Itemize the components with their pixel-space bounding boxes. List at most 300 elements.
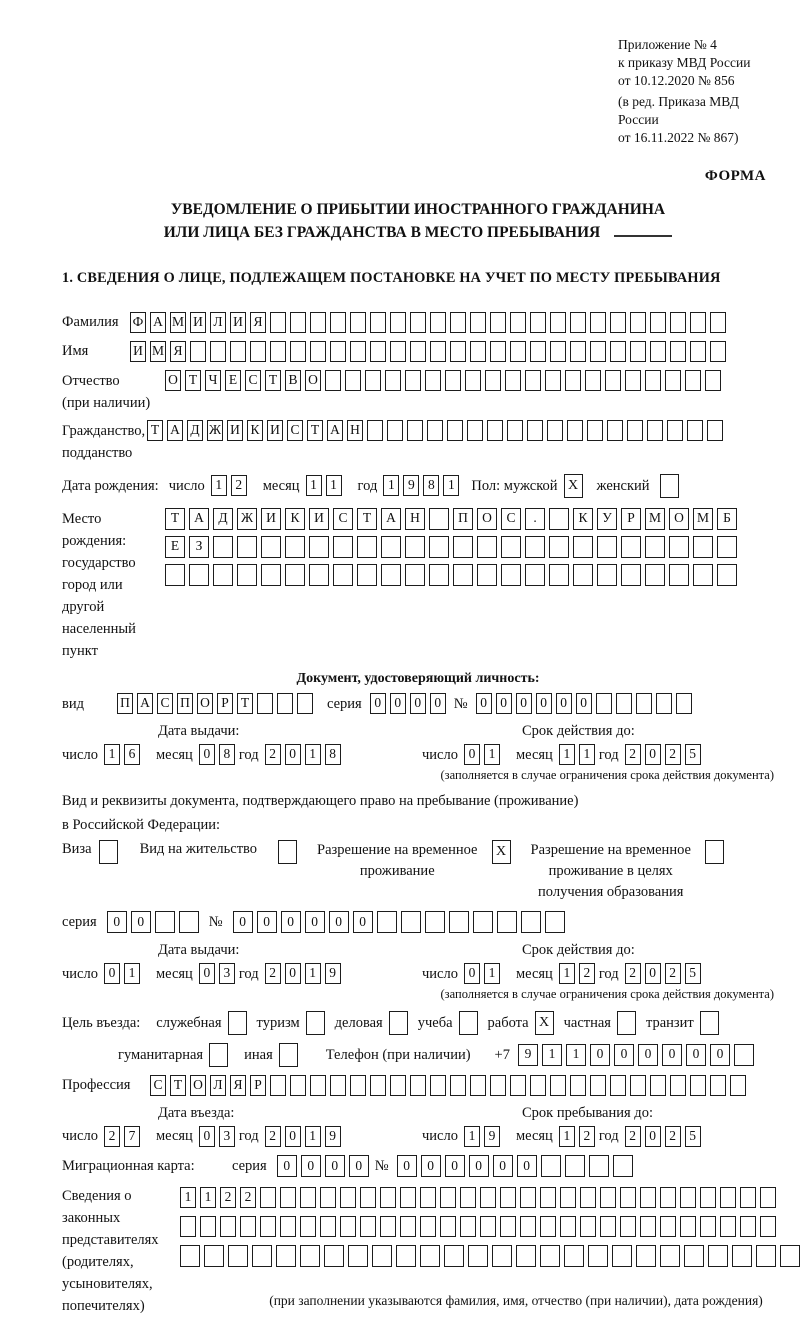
form-cell[interactable]: 1: [579, 744, 595, 765]
form-cell[interactable]: 0: [469, 1155, 489, 1177]
checkbox-male[interactable]: X: [564, 474, 583, 498]
form-cell[interactable]: [597, 536, 617, 558]
form-cell[interactable]: 1: [559, 963, 575, 984]
form-cell[interactable]: С: [150, 1075, 166, 1096]
form-cell[interactable]: [500, 1187, 516, 1208]
given-name-cells[interactable]: [130, 341, 730, 362]
form-cell[interactable]: [656, 693, 672, 714]
form-cell[interactable]: 0: [285, 744, 301, 765]
form-cell[interactable]: [510, 1075, 526, 1096]
form-cell[interactable]: 2: [579, 963, 595, 984]
checkbox-temporary-residence-permit[interactable]: X: [492, 840, 511, 864]
form-cell[interactable]: С: [333, 508, 353, 530]
form-cell[interactable]: С: [157, 693, 173, 714]
form-cell[interactable]: [630, 312, 646, 333]
form-cell[interactable]: [310, 341, 326, 362]
form-cell[interactable]: 0: [131, 911, 151, 933]
form-cell[interactable]: О: [165, 370, 181, 391]
form-cell[interactable]: [590, 1075, 606, 1096]
form-cell[interactable]: [525, 370, 541, 391]
form-cell[interactable]: [490, 341, 506, 362]
form-cell[interactable]: [425, 911, 445, 933]
form-cell[interactable]: [385, 370, 401, 391]
form-cell[interactable]: [401, 911, 421, 933]
form-cell[interactable]: А: [137, 693, 153, 714]
form-cell[interactable]: М: [150, 341, 166, 362]
permit-valid-year-cells[interactable]: [625, 963, 705, 984]
form-cell[interactable]: [670, 312, 686, 333]
form-cell[interactable]: 0: [645, 744, 661, 765]
form-cell[interactable]: [684, 1245, 704, 1267]
form-cell[interactable]: [670, 1075, 686, 1096]
form-cell[interactable]: [600, 1187, 616, 1208]
form-cell[interactable]: 1: [124, 963, 140, 984]
form-cell[interactable]: Д: [187, 420, 203, 441]
entry-month-cells[interactable]: [199, 1126, 239, 1147]
form-cell[interactable]: [450, 312, 466, 333]
form-cell[interactable]: [497, 911, 517, 933]
form-cell[interactable]: [565, 370, 581, 391]
form-cell[interactable]: 2: [625, 1126, 641, 1147]
birth-place-cells-row3[interactable]: [165, 564, 741, 586]
doc-issue-year-cells[interactable]: [265, 744, 345, 765]
form-cell[interactable]: [179, 911, 199, 933]
form-cell[interactable]: 1: [211, 475, 227, 496]
citizenship-cells[interactable]: [147, 420, 727, 441]
form-cell[interactable]: 0: [285, 1126, 301, 1147]
form-cell[interactable]: [616, 693, 632, 714]
form-cell[interactable]: 0: [305, 911, 325, 933]
form-cell[interactable]: 0: [493, 1155, 513, 1177]
form-cell[interactable]: [734, 1044, 754, 1066]
doc-issue-day-cells[interactable]: [104, 744, 144, 765]
form-cell[interactable]: 0: [536, 693, 552, 714]
form-cell[interactable]: [430, 312, 446, 333]
form-cell[interactable]: [213, 564, 233, 586]
form-cell[interactable]: Е: [225, 370, 241, 391]
form-cell[interactable]: [490, 312, 506, 333]
form-cell[interactable]: [427, 420, 443, 441]
form-cell[interactable]: [485, 370, 501, 391]
form-cell[interactable]: [550, 341, 566, 362]
form-cell[interactable]: 0: [104, 963, 120, 984]
stay-year-cells[interactable]: [625, 1126, 705, 1147]
form-cell[interactable]: П: [117, 693, 133, 714]
form-cell[interactable]: [516, 1245, 536, 1267]
permit-number-cells[interactable]: [233, 911, 569, 933]
form-cell[interactable]: 0: [710, 1044, 730, 1066]
legal-reps-cells-row3[interactable]: [180, 1245, 800, 1267]
form-cell[interactable]: А: [167, 420, 183, 441]
form-cell[interactable]: 0: [464, 963, 480, 984]
migration-series-cells[interactable]: [277, 1155, 373, 1177]
form-cell[interactable]: [625, 370, 641, 391]
form-cell[interactable]: [280, 1187, 296, 1208]
form-cell[interactable]: [350, 312, 366, 333]
form-cell[interactable]: 0: [576, 693, 592, 714]
form-cell[interactable]: [525, 564, 545, 586]
form-cell[interactable]: М: [645, 508, 665, 530]
profession-cells[interactable]: [150, 1075, 750, 1096]
form-cell[interactable]: О: [305, 370, 321, 391]
form-cell[interactable]: [300, 1245, 320, 1267]
form-cell[interactable]: 0: [353, 911, 373, 933]
form-cell[interactable]: [252, 1245, 272, 1267]
form-cell[interactable]: [324, 1245, 344, 1267]
form-cell[interactable]: 1: [305, 744, 321, 765]
form-cell[interactable]: [429, 508, 449, 530]
form-cell[interactable]: [540, 1216, 556, 1237]
form-cell[interactable]: [367, 420, 383, 441]
form-cell[interactable]: [290, 341, 306, 362]
stay-month-cells[interactable]: [559, 1126, 599, 1147]
checkbox-female[interactable]: [660, 474, 679, 498]
form-cell[interactable]: [580, 1187, 596, 1208]
form-cell[interactable]: [710, 1075, 726, 1096]
form-cell[interactable]: [390, 312, 406, 333]
form-cell[interactable]: 0: [349, 1155, 369, 1177]
form-cell[interactable]: 0: [445, 1155, 465, 1177]
form-cell[interactable]: [630, 1075, 646, 1096]
form-cell[interactable]: [240, 1216, 256, 1237]
form-cell[interactable]: [669, 564, 689, 586]
form-cell[interactable]: [155, 911, 175, 933]
form-cell[interactable]: [545, 370, 561, 391]
checkbox-purpose-business[interactable]: [389, 1011, 408, 1035]
form-cell[interactable]: [449, 911, 469, 933]
form-cell[interactable]: Л: [210, 312, 226, 333]
form-cell[interactable]: [669, 536, 689, 558]
form-cell[interactable]: 0: [277, 1155, 297, 1177]
form-cell[interactable]: 0: [662, 1044, 682, 1066]
doc-valid-day-cells[interactable]: [464, 744, 504, 765]
form-cell[interactable]: О: [669, 508, 689, 530]
form-cell[interactable]: [390, 1075, 406, 1096]
form-cell[interactable]: [350, 1075, 366, 1096]
form-cell[interactable]: [360, 1216, 376, 1237]
form-cell[interactable]: 9: [403, 475, 419, 496]
form-cell[interactable]: [549, 536, 569, 558]
form-cell[interactable]: [450, 1075, 466, 1096]
form-cell[interactable]: [261, 536, 281, 558]
form-cell[interactable]: [260, 1216, 276, 1237]
form-cell[interactable]: [280, 1216, 296, 1237]
form-cell[interactable]: 6: [124, 744, 140, 765]
form-cell[interactable]: [165, 564, 185, 586]
form-cell[interactable]: [490, 1075, 506, 1096]
form-cell[interactable]: 1: [484, 744, 500, 765]
form-cell[interactable]: 0: [516, 693, 532, 714]
form-cell[interactable]: [589, 1155, 609, 1177]
form-cell[interactable]: 9: [325, 963, 341, 984]
form-cell[interactable]: [300, 1187, 316, 1208]
form-cell[interactable]: [700, 1216, 716, 1237]
permit-valid-month-cells[interactable]: [559, 963, 599, 984]
form-cell[interactable]: [277, 693, 293, 714]
checkbox-purpose-study[interactable]: [459, 1011, 478, 1035]
form-cell[interactable]: [487, 420, 503, 441]
form-cell[interactable]: [670, 341, 686, 362]
form-cell[interactable]: [717, 536, 737, 558]
form-cell[interactable]: [237, 536, 257, 558]
form-cell[interactable]: 0: [686, 1044, 706, 1066]
form-cell[interactable]: Н: [405, 508, 425, 530]
form-cell[interactable]: [460, 1216, 476, 1237]
form-cell[interactable]: 1: [443, 475, 459, 496]
form-cell[interactable]: 1: [464, 1126, 480, 1147]
form-cell[interactable]: [636, 1245, 656, 1267]
form-cell[interactable]: [345, 370, 361, 391]
form-cell[interactable]: [640, 1187, 656, 1208]
form-cell[interactable]: Р: [250, 1075, 266, 1096]
form-cell[interactable]: [645, 564, 665, 586]
form-cell[interactable]: [420, 1245, 440, 1267]
form-cell[interactable]: [381, 536, 401, 558]
form-cell[interactable]: 0: [430, 693, 446, 714]
form-cell[interactable]: [357, 564, 377, 586]
form-cell[interactable]: [381, 564, 401, 586]
form-cell[interactable]: И: [309, 508, 329, 530]
form-cell[interactable]: 8: [325, 744, 341, 765]
form-cell[interactable]: [445, 370, 461, 391]
form-cell[interactable]: [310, 312, 326, 333]
form-cell[interactable]: [700, 1187, 716, 1208]
form-cell[interactable]: И: [230, 312, 246, 333]
form-cell[interactable]: [453, 536, 473, 558]
form-cell[interactable]: 1: [542, 1044, 562, 1066]
form-cell[interactable]: [710, 312, 726, 333]
form-cell[interactable]: 0: [233, 911, 253, 933]
form-cell[interactable]: 0: [199, 963, 215, 984]
form-cell[interactable]: [467, 420, 483, 441]
doc-kind-cells[interactable]: [117, 693, 317, 714]
form-cell[interactable]: [468, 1245, 488, 1267]
birth-place-cells-row2[interactable]: [165, 536, 741, 558]
form-cell[interactable]: [309, 536, 329, 558]
checkbox-purpose-other[interactable]: [279, 1043, 298, 1067]
form-cell[interactable]: 0: [301, 1155, 321, 1177]
form-cell[interactable]: [540, 1187, 556, 1208]
form-cell[interactable]: [257, 693, 273, 714]
form-cell[interactable]: [596, 693, 612, 714]
form-cell[interactable]: [585, 370, 601, 391]
form-cell[interactable]: [213, 536, 233, 558]
form-cell[interactable]: 1: [305, 963, 321, 984]
form-cell[interactable]: [370, 1075, 386, 1096]
form-cell[interactable]: [405, 370, 421, 391]
form-cell[interactable]: [270, 1075, 286, 1096]
form-cell[interactable]: [573, 564, 593, 586]
form-cell[interactable]: 1: [383, 475, 399, 496]
form-cell[interactable]: 2: [220, 1187, 236, 1208]
form-cell[interactable]: [285, 536, 305, 558]
form-cell[interactable]: 2: [265, 963, 281, 984]
form-cell[interactable]: 0: [285, 963, 301, 984]
form-cell[interactable]: [290, 1075, 306, 1096]
form-cell[interactable]: И: [130, 341, 146, 362]
form-cell[interactable]: [570, 341, 586, 362]
form-cell[interactable]: [732, 1245, 752, 1267]
form-cell[interactable]: [549, 508, 569, 530]
form-cell[interactable]: [300, 1216, 316, 1237]
form-cell[interactable]: [545, 911, 565, 933]
form-cell[interactable]: 2: [265, 1126, 281, 1147]
form-cell[interactable]: [530, 312, 546, 333]
form-cell[interactable]: [597, 564, 617, 586]
form-cell[interactable]: [621, 536, 641, 558]
form-cell[interactable]: [560, 1216, 576, 1237]
form-cell[interactable]: [527, 420, 543, 441]
form-cell[interactable]: [636, 693, 652, 714]
form-cell[interactable]: О: [190, 1075, 206, 1096]
form-cell[interactable]: [621, 564, 641, 586]
form-cell[interactable]: [405, 564, 425, 586]
form-cell[interactable]: [660, 1245, 680, 1267]
form-cell[interactable]: [590, 341, 606, 362]
form-cell[interactable]: [465, 370, 481, 391]
form-cell[interactable]: [560, 1187, 576, 1208]
form-cell[interactable]: [605, 370, 621, 391]
form-cell[interactable]: [627, 420, 643, 441]
form-cell[interactable]: [400, 1216, 416, 1237]
form-cell[interactable]: [447, 420, 463, 441]
form-cell[interactable]: Т: [265, 370, 281, 391]
form-cell[interactable]: [708, 1245, 728, 1267]
surname-cells[interactable]: [130, 312, 730, 333]
form-cell[interactable]: [610, 312, 626, 333]
form-cell[interactable]: 8: [423, 475, 439, 496]
form-cell[interactable]: [400, 1187, 416, 1208]
form-cell[interactable]: 2: [625, 963, 641, 984]
form-cell[interactable]: Т: [170, 1075, 186, 1096]
form-cell[interactable]: 0: [390, 693, 406, 714]
form-cell[interactable]: [525, 536, 545, 558]
form-cell[interactable]: 9: [325, 1126, 341, 1147]
form-cell[interactable]: [460, 1187, 476, 1208]
form-cell[interactable]: 5: [685, 744, 701, 765]
form-cell[interactable]: [564, 1245, 584, 1267]
form-cell[interactable]: [507, 420, 523, 441]
phone-cells[interactable]: [518, 1044, 758, 1066]
form-cell[interactable]: 0: [556, 693, 572, 714]
form-cell[interactable]: [425, 370, 441, 391]
form-cell[interactable]: 1: [306, 475, 322, 496]
form-cell[interactable]: [520, 1187, 536, 1208]
form-cell[interactable]: [620, 1216, 636, 1237]
form-cell[interactable]: [410, 1075, 426, 1096]
stay-day-cells[interactable]: [464, 1126, 504, 1147]
form-cell[interactable]: [650, 341, 666, 362]
form-cell[interactable]: [429, 564, 449, 586]
permit-issue-day-cells[interactable]: [104, 963, 144, 984]
form-cell[interactable]: [567, 420, 583, 441]
form-cell[interactable]: [297, 693, 313, 714]
form-cell[interactable]: 3: [219, 963, 235, 984]
form-cell[interactable]: [500, 1216, 516, 1237]
form-cell[interactable]: [665, 370, 681, 391]
form-cell[interactable]: Т: [185, 370, 201, 391]
form-cell[interactable]: С: [245, 370, 261, 391]
checkbox-purpose-work[interactable]: X: [535, 1011, 554, 1035]
form-cell[interactable]: [660, 1216, 676, 1237]
form-cell[interactable]: [377, 911, 397, 933]
form-cell[interactable]: [640, 1216, 656, 1237]
form-cell[interactable]: Р: [217, 693, 233, 714]
form-cell[interactable]: 8: [219, 744, 235, 765]
permit-valid-day-cells[interactable]: [464, 963, 504, 984]
form-cell[interactable]: Н: [347, 420, 363, 441]
form-cell[interactable]: [380, 1216, 396, 1237]
form-cell[interactable]: [720, 1216, 736, 1237]
form-cell[interactable]: 2: [579, 1126, 595, 1147]
doc-valid-year-cells[interactable]: [625, 744, 705, 765]
form-cell[interactable]: 0: [638, 1044, 658, 1066]
form-cell[interactable]: [613, 1155, 633, 1177]
form-cell[interactable]: [550, 1075, 566, 1096]
form-cell[interactable]: [690, 341, 706, 362]
form-cell[interactable]: [204, 1245, 224, 1267]
form-cell[interactable]: [340, 1216, 356, 1237]
form-cell[interactable]: [350, 341, 366, 362]
checkbox-residence-permit[interactable]: [278, 840, 297, 864]
patronymic-cells[interactable]: [165, 370, 725, 391]
form-cell[interactable]: [510, 312, 526, 333]
form-cell[interactable]: Ж: [207, 420, 223, 441]
form-cell[interactable]: А: [327, 420, 343, 441]
form-cell[interactable]: Е: [165, 536, 185, 558]
form-cell[interactable]: [330, 1075, 346, 1096]
form-cell[interactable]: [333, 536, 353, 558]
form-cell[interactable]: [237, 564, 257, 586]
form-cell[interactable]: [549, 564, 569, 586]
checkbox-temporary-residence-education[interactable]: [705, 840, 724, 864]
form-cell[interactable]: 0: [614, 1044, 634, 1066]
form-cell[interactable]: [250, 341, 266, 362]
form-cell[interactable]: [780, 1245, 800, 1267]
form-cell[interactable]: [660, 1187, 676, 1208]
form-cell[interactable]: У: [597, 508, 617, 530]
form-cell[interactable]: [710, 341, 726, 362]
form-cell[interactable]: [540, 1245, 560, 1267]
form-cell[interactable]: 1: [104, 744, 120, 765]
form-cell[interactable]: [740, 1187, 756, 1208]
form-cell[interactable]: О: [477, 508, 497, 530]
legal-reps-cells-row1[interactable]: [180, 1187, 780, 1208]
form-cell[interactable]: [407, 420, 423, 441]
form-cell[interactable]: Р: [621, 508, 641, 530]
form-cell[interactable]: [473, 911, 493, 933]
form-cell[interactable]: 1: [326, 475, 342, 496]
form-cell[interactable]: Т: [357, 508, 377, 530]
form-cell[interactable]: [693, 564, 713, 586]
doc-valid-month-cells[interactable]: [559, 744, 599, 765]
form-cell[interactable]: [680, 1187, 696, 1208]
form-cell[interactable]: [505, 370, 521, 391]
form-cell[interactable]: [189, 564, 209, 586]
form-cell[interactable]: 0: [329, 911, 349, 933]
form-cell[interactable]: [501, 564, 521, 586]
form-cell[interactable]: А: [189, 508, 209, 530]
form-cell[interactable]: [667, 420, 683, 441]
form-cell[interactable]: С: [501, 508, 521, 530]
form-cell[interactable]: [521, 911, 541, 933]
form-cell[interactable]: [320, 1187, 336, 1208]
checkbox-purpose-transit[interactable]: [700, 1011, 719, 1035]
form-cell[interactable]: [676, 693, 692, 714]
form-cell[interactable]: [450, 341, 466, 362]
form-cell[interactable]: [470, 341, 486, 362]
permit-series-cells[interactable]: [107, 911, 203, 933]
